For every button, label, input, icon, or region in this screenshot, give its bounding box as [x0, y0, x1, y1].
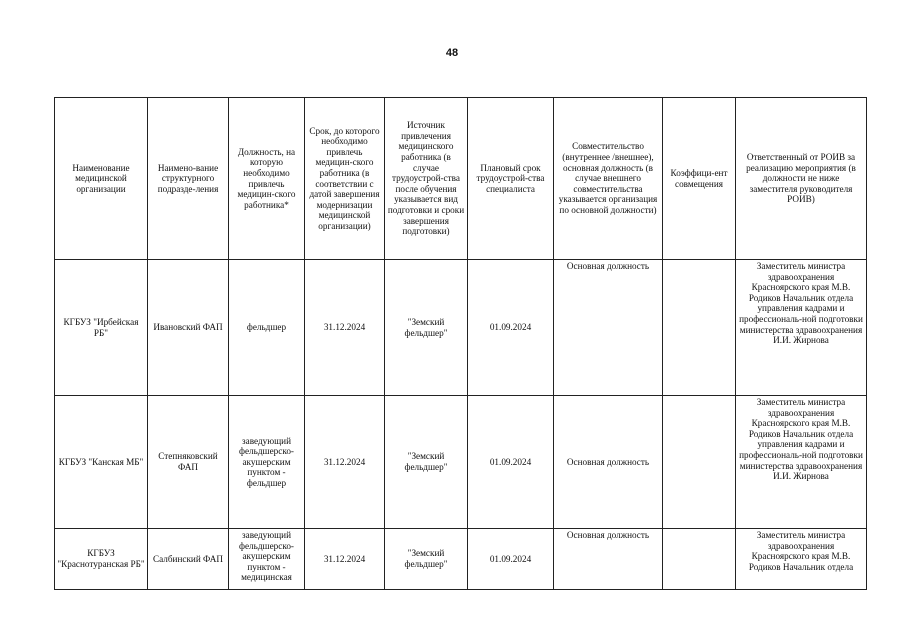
- cell-coefficient: [663, 529, 736, 590]
- cell-hire-date: 01.09.2024: [468, 260, 554, 396]
- cell-organization: КГБУЗ "Ирбейская РБ": [55, 260, 148, 396]
- cell-hire-date: 01.09.2024: [468, 529, 554, 590]
- cell-source: "Земский фельдшер": [385, 396, 468, 529]
- table-row: [55, 396, 867, 529]
- cell-combination: Основная должность: [554, 529, 663, 590]
- cell-unit: Ивановский ФАП: [148, 260, 229, 396]
- cell-responsible: Заместитель министра здравоохранения Красноярского края М.В. Родиков Начальник отдела управления кадрами и профессиональ-ной подготовки министерства здравоохранения И.И. Жирнова: [736, 260, 867, 396]
- cell-unit: Степняковский ФАП: [148, 396, 229, 529]
- header-position: Должность, на которую необходимо привлечь медицин-ского работника*: [229, 98, 305, 260]
- cell-coefficient: [663, 260, 736, 396]
- cell-hire-date: 01.09.2024: [468, 396, 554, 529]
- staffing-table: [54, 97, 867, 590]
- cell-source: "Земский фельдшер": [385, 260, 468, 396]
- cell-responsible: Заместитель министра здравоохранения Красноярского края М.В. Родиков Начальник отдела управления кадрами и профессиональ-ной подготовки министерства здравоохранения И.И. Жирнова: [736, 396, 867, 529]
- cell-deadline: 31.12.2024: [305, 396, 385, 529]
- header-deadline: Срок, до которого необходимо привлечь медицин-ского работника (в соответствии с датой завершения модернизации медицинской организации): [305, 98, 385, 260]
- cell-position: фельдшер: [229, 260, 305, 396]
- cell-deadline: 31.12.2024: [305, 260, 385, 396]
- table-header-row: [55, 98, 867, 260]
- cell-responsible: Заместитель министра здравоохранения Красноярского края М.В. Родиков Начальник отдела: [736, 529, 867, 590]
- table-row: [55, 260, 867, 396]
- header-organization: Наименование медицинской организации: [55, 98, 148, 260]
- cell-coefficient: [663, 396, 736, 529]
- page-number: 48: [445, 47, 459, 59]
- cell-position: заведующий фельдшерско-акушерским пунктом - медицинская: [229, 529, 305, 590]
- header-unit: Наимено-вание структурного подразде-ления: [148, 98, 229, 260]
- cell-source: "Земский фельдшер": [385, 529, 468, 590]
- cell-combination: Основная должность: [554, 260, 663, 396]
- cell-position: заведующий фельдшерско-акушерским пунктом - фельдшер: [229, 396, 305, 529]
- cell-combination: Основная должность: [554, 396, 663, 529]
- header-combination: Совместительство (внутреннее /внешнее), основная должность (в случае внешнего совместительства указывается организация по основной должности): [554, 98, 663, 260]
- cell-deadline: 31.12.2024: [305, 529, 385, 590]
- header-coefficient: Коэффици-ент совмещения: [663, 98, 736, 260]
- cell-organization: КГБУЗ "Канская МБ": [55, 396, 148, 529]
- header-source: Источник привлечения медицинского работника (в случае трудоустрой-ства после обучения указывается вид подготовки и сроки завершения подготовки): [385, 98, 468, 260]
- header-hire-date: Плановый срок трудоустрой-ства специалиста: [468, 98, 554, 260]
- cell-organization: КГБУЗ "Краснотуранская РБ": [55, 529, 148, 590]
- cell-unit: Салбинский ФАП: [148, 529, 229, 590]
- header-responsible: Ответственный от РОИВ за реализацию мероприятия (в должности не ниже заместителя руководителя РОИВ): [736, 98, 867, 260]
- table-row: [55, 529, 867, 590]
